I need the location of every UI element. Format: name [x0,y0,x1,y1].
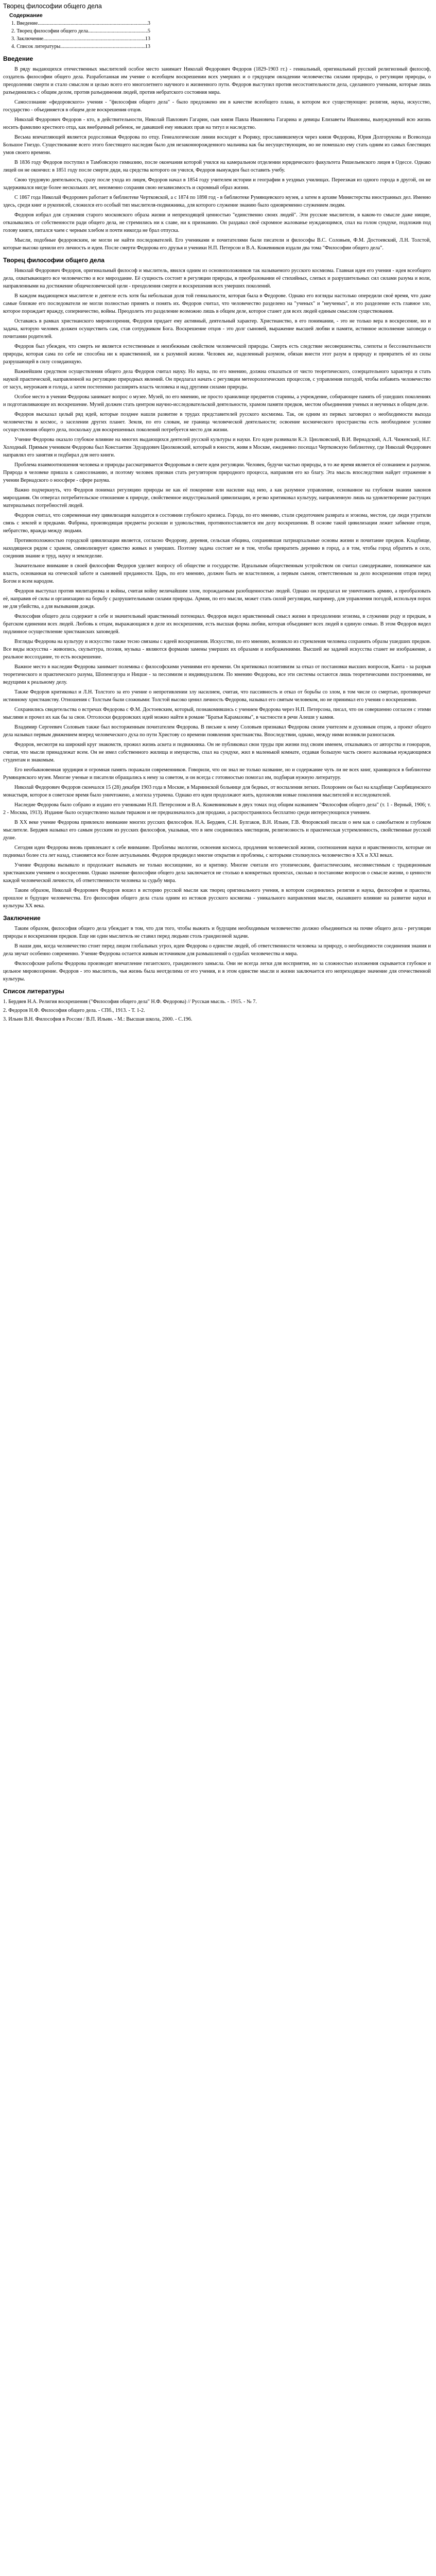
toc-leader-dots [43,35,145,43]
toc-entry[interactable] [3,20,150,27]
toc-entry-text: 4. Список литературы [11,44,61,49]
paragraph: Самосознание «федоровского» учения - "философия общего дела" - было предложено им в качестве всеобщего плана, в котором все существующее: религия, наука, искусство, государство - объединяется в общем деле воскрешения отцов. [3,99,431,113]
reference-item: 3. Ильин В.Н. Философия в России / В.П. Ильин. - М.: Высшая школа, 2000. - С.196. [3,1016,193,1022]
toc-leader-dots [38,20,148,27]
paragraph: С 1867 года Николай Федорович работает в библиотеке Чертковской, а с 1874 по 1898 год - в библиотеке Румянцевского музея, а затем в архиве Министерства иностранных дел. Именно здесь, среди книг и рукописей, сложился его особый тип мыслителя-подвижника, для которого служение знанию было одновременно служением людям. [3,195,431,208]
section-heading: Список литературы [3,988,64,995]
paragraph: Свою трудовую деятельность, сразу после ухода из лицея, Федоров начал в 1854 году учителем истории и географии в уездных училищах. Переезжая из одного города в другой, он не задерживался нигде более нескольких лет, неизменно сохраняя свою независимость и скромный образ жизни. [3,177,431,191]
paragraph: Федоров выступал против милитаризма и войны, считая войну величайшим злом, порождаемым разобщенностью людей. Однако он предлагал не уничтожить армию, а преобразовать её, направив её силы и организацию на борьбу с разрушительными силами природы. Армия, по его мысли, может стать силой регуляции, например, для управления погодой, используя порох не для убийства, а для вызывания дождя. [3,588,431,609]
reference-list [3,998,431,1023]
paragraph: В 1836 году Федоров поступил в Тамбовскую гимназию, после окончания которой учился на камеральном отделении юридического факультета Ришельевского лицея в Одессе. Однако лицей он не окончил: в 1851 году после смерти дяди, на средства которого он учился, Федоров вынужден был оставить учебу. [3,160,431,173]
document-section [3,914,431,983]
toc-leader-dots [60,43,145,50]
paragraph: Владимир Сергеевич Соловьев также был восторженным почитателем Федорова. В письме к нему Соловьев признавал Федорова своим учителем и духовным отцом, а проект общего дела называл первым движением вперед человеческого духа по пути Христову со времени появления христианства. Впоследствии, однако, между ними возникли разногласия. [3,724,431,738]
paragraph: Особое место в учении Федорова занимает вопрос о музее. Музей, по его мнению, не просто хранилище предметов старины, а учреждение, собирающее память об ушедших поколениях и подготавливающее их воскрешение. Музей должен стать центром научно-исследовательской деятельности, храмом памяти предков, местом объединения ученых и неученых в общем деле. [3,394,431,408]
paragraph: Федоров был убежден, что смерть не является естественным и неизбежным свойством человеческой природы. Смерть есть следствие несовершенства, слепоты и бессознательности природы, которая сама по себе не способна ни к нравственной, ни к разумной жизни. Человек же, наделенный разумом, обязан внести этот разум в природу и превратить её из силы разрушающей в силу созидающую. [3,344,431,365]
section-heading: Введение [3,55,33,62]
toc-entry-page: 13 [145,44,150,49]
paragraph: Противоположностью городской цивилизации является, согласно Федорову, деревня, сельская община, сохранившая патриархальные основы жизни и почитание предков. Кладбище, находящееся рядом с храмом, символизирует единство живых и умерших. Поэтому задача состоит не в том, чтобы превратить деревню в город, а в том, чтобы город обратить в село, соединив знание и труд, науку и земледелие. [3,538,431,559]
paragraph: Таким образом, философия общего дела убеждает в том, что для того, чтобы выжить и будущим необходимым человечество должно объединиться на почве общего дела - регуляции природы и воскрешения предков. Еще ни один мыслитель не ставил перед людьми столь грандиозной задачи. [3,926,431,939]
document-title: Творец философии общего дела [3,3,102,10]
paragraph: Федоров считал, что современная ему цивилизация находится в состоянии глубокого кризиса. Города, по его мнению, стали средоточием разврата и эгоизма, местом, где люди утратили связь с землей и предками. Фабрика, производящая предметы роскоши и удовольствия, противопоставляется им делу воскрешения. В основе такой цивилизации лежит забвение отцов, небратство, вражда между людьми. [3,513,431,534]
paragraph: Таким образом, Николай Федорович Федоров вошел в историю русской мысли как творец оригинального учения, в котором соединились религия и наука, философия и практика, прошлое и будущее человечества. Его философия общего дела стала одним из истоков русского космизма - уникального направления мысли, оказавшего влияние на развитие науки и культуры XX века. [3,888,431,909]
reference-item: 1. Бердяев Н.А. Религия воскрешения ("Философия общего дела" Н.Ф. Федорова) // Русская мысль. - 1915. - № 7. [3,999,257,1005]
paragraph: В каждом выдающемся мыслителе и деятеле есть хотя бы небольшая доля той гениальности, которая была в Федорове. Однако его взгляды настолько опередили своё время, что даже самые близкие его последователи не могли полностью принять и понять их. Федоров считал, что человечество разделено на "ученых" и "неученых", и это разделение есть главное зло, которое порождает вражду, соперничество, войны. Преодолеть это разделение возможно лишь в общем деле, которое станет для всех людей единым смыслом существования. [3,293,431,314]
paragraph: Федоров высказал целый ряд идей, которые позднее нашли развитие в трудах представителей русского космизма. Так, он одним из первых заговорил о необходимости выхода человечества в космос, о заселении других планет. Земля, по его словам, не граница человеческой деятельности; освоение космического пространства есть необходимое условие осуществления общего дела, поскольку для воскрешенных поколений потребуется место для жизни. [3,412,431,433]
paragraph: Наследие Федорова было собрано и издано его учениками Н.П. Петерсоном и В.А. Кожевниковым в двух томах под общим названием "Философия общего дела" (т. 1 - Верный, 1906; т. 2 - Москва, 1913). Издание было осуществлено малым тиражом и не предназначалось для продажи, а распространялось бесплатно среди интересующихся учением. [3,802,431,816]
paragraph: Федоров, несмотря на широкий круг знакомств, прожил жизнь аскета и подвижника. Он не публиковал свои труды при жизни под своим именем, отказываясь от авторства и гонораров, считая, что мысли принадлежат всем. Он не имел собственного жилища и имущества, спал на сундуке, жил в маленькой комнате, отдавая большую часть своего жалованья нуждающимся студентам и знакомым. [3,742,431,763]
paragraph: Николай Федорович Федоров - кто, в действительности, Николай Павлович Гагарин, сын князя Павла Ивановича Гагарина и девицы Елизаветы Ивановны, вынужденный всю жизнь носить фамилию крестного отца, как внебрачный ребенок, не дававшей ему никаких прав на титул и наследство. [3,117,431,130]
toc-entry-text: 1. Введение [11,21,38,26]
paragraph: Проблема взаимоотношения человека и природы рассматривается Федоровым в свете идеи регуляции. Человек, будучи частью природы, в то же время является её сознанием и разумом. Природа в человеке пришла к самосознанию, и поэтому человек призван стать регулятором природного процесса, направляя его ко благу. Эта мысль впоследствии найдет отражение в учении Вернадского о ноосфере - сфере разума. [3,462,431,483]
toc-entry-page: 13 [145,36,150,42]
table-of-contents [3,12,431,50]
paragraph: Его необыкновенная эрудиция и огромная память поражали современников. Говорили, что он знал не только название, но и содержание чуть ли не всех книг, хранящихся в библиотеке Румянцевского музея. Многие ученые и писатели обращались к нему за советом, и он всегда с готовностью помогал им, подбирая нужную литературу. [3,767,431,781]
paragraph: Взгляды Федорова на культуру и искусство также тесно связаны с идеей воскрешения. Искусство, по его мнению, возникло из стремления человека сохранить образы ушедших предков. Все виды искусства - живопись, скульптура, поэзия, музыка - являются формами замены умерших их образами и изображениями. Высшей же задачей искусства станет не изображение, а реальное воссоздание, то есть воскрешение. [3,639,431,660]
paragraph: Федоров избрал для служения старого московского образа жизни и непреходящей ценностью "единственно своих людей". Эти русские мыслители, в каком-то смысле даже нищие, отказывались от собственности ради общего дела, не стремились ни к славе, ни к признанию. Он раздавал своё скромное жалованье нуждающимся, спал на голом сундуке, подложив под голову книги, питался чаем с черным хлебом и почти никогда не брал отпуска. [3,212,431,233]
document-section [3,55,431,252]
paragraph: Философия общего дела содержит в себе и значительный нравственный потенциал. Федоров видел нравственный смысл жизни в преодолении эгоизма, в служении роду и предкам, в братском единении всех людей. Любовь к отцам, выражающаяся в деле их воскрешения, есть высшая форма любви, которая объединяет всех людей в единую семью. В этом Федоров видел подлинное осуществление христианских заповедей. [3,614,431,635]
paragraph: В ряду выдающихся отечественных мыслителей особое место занимает Николай Федорович Федоров (1829-1903 гг.) - гениальный, оригинальный русский религиозный философ, создатель философии общего дела. Разработанная им учение о всеобщем воскрешении всех умерших и о грядущем овладении человечества силами природы, о регуляции природы, о преодолении смерти и стало смыслом и целью всего его многолетнего научного и жизненного пути. Федоров выступил против несостоятельности дела, сделанного учеными, которые лишь разъединились с общим делом, против разъединения людей, против небратского состояния мира. [3,66,431,95]
paragraph: В XX веке учение Федорова привлекло внимание многих русских философов. Н.А. Бердяев, С.Н. Булгаков, В.Н. Ильин, Г.В. Флоровский писали о нем как о самобытном и глубоком мыслителе. Бердяев называл его самым русским из русских философов, указывая, что в нем соединились мистицизм, религиозность и практическая устремленность, свойственные русской душе. [3,820,431,841]
toc-leader-dots [88,27,148,35]
toc-entry[interactable] [3,43,150,50]
toc-heading: Содержание [9,12,43,19]
paragraph: В наши дни, когда человечество стоит перед лицом глобальных угроз, идеи Федорова о единстве людей, об ответственности человека за природу, о необходимости соединения знания и дела звучат особенно современно. Учение Федорова остается живым источником для размышлений о судьбах человечества и мира. [3,943,431,957]
paragraph: Важно подчеркнуть, что Федоров понимал регуляцию природы не как её покорение или насилие над нею, а как разумное управление, основанное на глубоком знании законов мироздания. Он отвергал потребительское отношение к природе, свойственное индустриальной цивилизации, и резко критиковал культуру, направленную лишь на удовлетворение растущих материальных потребностей людей. [3,487,431,509]
section-heading: Заключение [3,914,41,922]
paragraph: Сегодня идеи Федорова вновь привлекают к себе внимание. Проблемы экологии, освоения космоса, продления человеческой жизни, соотношения науки и нравственности, которые он поднимал более ста лет назад, становятся все более актуальными. Федоров предвидел многие открытия и проблемы, с которыми столкнулось человечество в XX и XXI веках. [3,845,431,858]
paragraph: Мысли, подобные федоровским, не могли не найти последователей. Его учениками и почитателями были писатели и философы В.С. Соловьев, Ф.М. Достоевский, Л.Н. Толстой, которые высоко ценили его личность и идеи. После смерти Федорова его друзья и ученики Н.П. Петерсон и В.А. Кожевников издали два тома "Философии общего дела". [3,238,431,251]
toc-entry-page: 5 [147,28,150,34]
document-section [3,987,431,1023]
toc-entry[interactable] [3,35,150,43]
paragraph: Важное место в наследии Федорова занимает полемика с философскими учениями его времени. Он критиковал позитивизм за отказ от постановки высших вопросов, Канта - за разрыв теоретического и практического разума, Шопенгауэра и Ницше - за пессимизм и индивидуализм. По мнению Федорова, все эти системы остаются лишь теоретическими построениями, не ведущими к реальному делу. [3,664,431,685]
paragraph: Николай Федорович Федоров, оригинальный философ и мыслитель, явился одним из основоположников так называемого русского космизма. Главная идея его учения - идея всеобщего дела, охватывающего все человечество и все мироздание. Её сущность состоит в регуляции природы, в преобразовании её стихийных, слепых и разрушительных сил силами разума и воли, направленными на достижение общечеловеческой цели - преодоления смерти и воскрешения всех умерших поколений. [3,268,431,289]
paragraph: Учение Федорова вызывало и продолжает вызывать не только восхищение, но и критику. Многие считали его утопическим, фантастическим, несовместимым с традиционным христианским учением о воскресении. Однако значение философии общего дела заключается не столько в конкретных проектах, сколько в постановке вопросов о смысле жизни, о ценности каждой человеческой личности, об ответственности человека за судьбу мира. [3,862,431,884]
section-heading: Творец философии общего дела [3,257,104,264]
paragraph: Также Федоров критиковал и Л.Н. Толстого за его учение о непротивлении злу насилием, считая, что пассивность и отказ от борьбы со злом, в том числе со смертью, противоречат истинному христианству. Отношения с Толстым были сложными: Толстой высоко ценил личность Федорова, называл его святым человеком, но не принимал его учения о воскрешении. [3,689,431,703]
paragraph: Весьма впечатляющей является родословная Федорова по отцу. Генеалогические линии восходят к Рюрику, прославившемуся через князя Федорова, Юрия Долгорукова и Всеволода Большое Гнездо. Существование всего этого блестящего наследия было для незаконнорожденного мальчика как бы несуществующим, но не помешало ему стать одним из самых блестящих умов своего времени. [3,134,431,156]
toc-entry[interactable] [3,27,150,35]
paragraph: Философские работы Федорова производят впечатление гигантского, грандиозного замысла. Они не всегда легки для восприятия, но за сложностью изложения скрывается глубокое и цельное мировоззрение. Федоров - это мыслитель, чья жизнь была неотделима от его учения, и в этом единстве мысли и жизни заключается его непреходящее значение для отечественной культуры. [3,961,431,982]
toc-entry-text: 2. Творец философии общего дела [11,28,89,34]
document-section [3,256,431,910]
paragraph: Значительное внимание в своей философии Федоров уделяет вопросу об обществе и государстве. Идеальным общественным устройством он считал самодержавие, понимаемое как власть, основанная на отеческой заботе и сыновней преданности. Царь, по его мнению, должен быть не властелином, а первым сыном, ответственным за дело воскрешения отцов перед Богом и всем народом. [3,563,431,584]
paragraph: Сохранились свидетельства о встречах Федорова с Ф.М. Достоевским, который, познакомившись с учением Федорова через Н.П. Петерсона, писал, что он совершенно согласен с этими мыслями и прочел их как бы за свои. Отголоски федоровских идей можно найти в романе "Братья Карамазовы", в частности в речи Алеши у камня. [3,707,431,720]
document-body [3,55,431,1023]
paragraph: Оставаясь в рамках христианского мировоззрения, Федоров придает ему активный, деятельный характер. Христианство, в его понимании, - это не только вера в воскресение, но и задача, которую человек должен осуществить сам, став сотрудником Бога. Воскрешение отцов - это долг сыновей, выражение высшей любви и памяти, истинное исполнение заповеди о почитании родителей. [3,318,431,340]
paragraph: Николай Федорович Федоров скончался 15 (28) декабря 1903 года в Москве, в Мариинской больнице для бедных, от воспаления легких. Похоронен он был на кладбище Скорбященского монастыря, которое в советское время было уничтожено, а могила утрачена. Однако его идеи продолжают жить, вдохновляя новые поколения мыслителей и исследователей. [3,785,431,798]
toc-list [3,20,150,50]
paragraph: Важнейшим средством осуществления общего дела Федоров считал науку. Но наука, по его мнению, должна отказаться от чисто теоретического, созерцательного характера и стать наукой практической, направленной на регуляцию природных явлений. Он предлагал начать с регуляции метеорологических процессов, с управления погодой, чтобы избавить человечество от засух, неурожаев и голода, а затем постепенно расширять власть человека и над другими силами природы. [3,369,431,390]
reference-item: 2. Федоров Н.Ф. Философия общего дела. - СПб., 1913. - Т. 1-2. [3,1008,145,1013]
toc-entry-text: 3. Заключение [11,36,44,42]
paragraph: Учение Федорова оказало глубокое влияние на многих выдающихся деятелей русской культуры и науки. Его идеи развивали К.Э. Циолковский, В.И. Вернадский, А.Л. Чижевский, Н.Г. Холодный. Прямым учеником Федорова был Константин Эдуардович Циолковский, который в юности, живя в Москве, ежедневно посещал Чертковскую библиотеку, где Николай Федорович направлял его занятия и подбирал для него книги. [3,437,431,458]
toc-entry-page: 3 [147,21,150,26]
